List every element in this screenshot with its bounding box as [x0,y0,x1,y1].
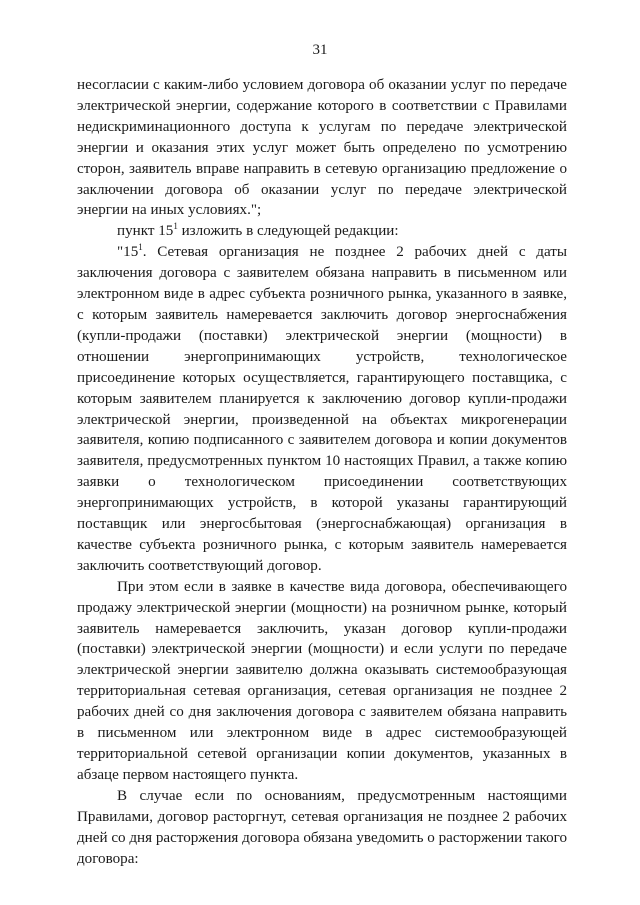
document-body [77,75,567,869]
page-number: 31 [312,42,328,58]
paragraph-3-text-start: "15 [117,244,139,261]
paragraph-3-superscript: 1 [138,242,143,253]
paragraph-1: несогласии с каким-либо условием договора об оказании услуг по передаче электрической энергии, содержание которого в соответствии с Правилами недискриминационного доступа к услугам по передаче электрической энергии и оказания этих услуг может быть определено по усмотрению сторон, заявитель вправе направить в сетевую организацию предложение о заключении договора об оказании услуг по передаче электрической энергии на иных условиях."; [77,77,567,219]
paragraph-5: В случае если по основаниям, предусмотренным настоящими Правилами, договор расторгнут, сетевая организация не позднее 2 рабочих дней со дня расторжения договора обязана уведомить о расторжении такого договора: [77,787,567,867]
paragraph-2-superscript: 1 [173,221,178,232]
paragraph-4: При этом если в заявке в качестве вида договора, обеспечивающего продажу электрической энергии (мощности) на розничном рынке, который заявитель намеревается заключить, указан договор купли-продажи (поставки) электрической энергии (мощности) и если услуги по передаче электрической энергии заявителю должна оказывать системообразующая территориальная сетевая организация, сетевая организация не позднее 2 рабочих дней со дня заключения договора с заявителем обязана направить в письменном или электронном виде в адрес системообразующей территориальной сетевой организации копии документов, указанных в абзаце первом настоящего пункта. [77,578,567,783]
paragraph-3-text-end: . Сетевая организация не позднее 2 рабочих дней с даты заключения договора с заявителем обязана направить в письменном или электронном виде в адрес субъекта розничного рынка, указанного в заявке, с которым заявитель намеревается заключить договор энергоснабжения (купли-продажи (поставки) электрической энергии (мощности) в отношении энергопринимающих устройств, технологическое присоединение которых осуществляется, гарантирующего поставщика, с которым заявителем планируется к заключению договор купли-продажи электрической энергии, произведенной на объектах микрогенерации заявителя, копию подписанного с заявителем договора и копии документов заявителя, предусмотренных пунктом 10 настоящих Правил, а также копию заявки о технологическом присоединении соответствующих энергопринимающих устройств, в которой указаны гарантирующий поставщик или энергосбытовая (энергоснабжающая) организация в качестве субъекта розничного рынка, с которым заявитель намеревается заключить соответствующий договор. [77,244,567,574]
paragraph-2-text-end: изложить в следующей редакции: [177,223,399,240]
paragraph-2-text-start: пункт 15 [117,223,174,240]
paragraph-2 [77,221,567,242]
paragraph-3 [77,242,567,577]
